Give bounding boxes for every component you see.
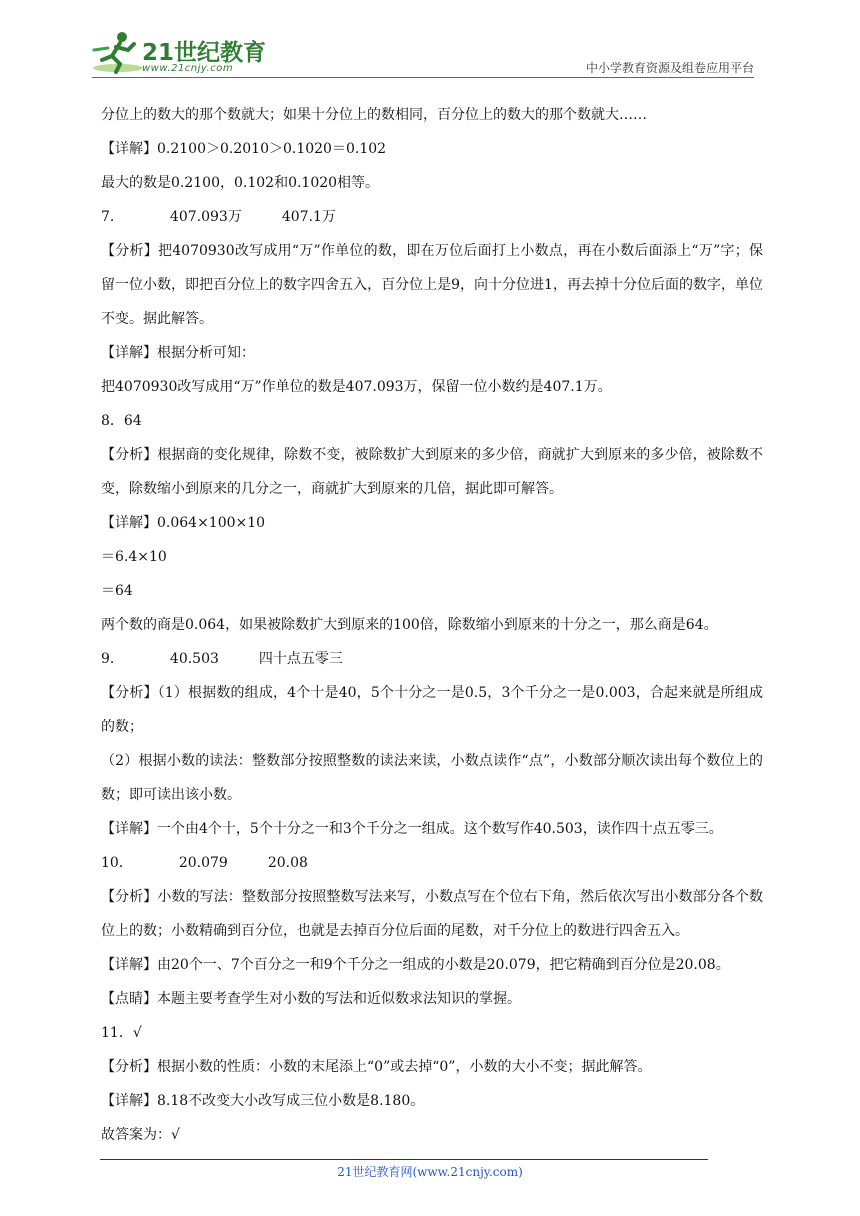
- analysis-line: 【分析】根据小数的性质：小数的末尾添上“0”或去掉“0”，小数的大小不变；据此解答。: [101, 1059, 652, 1075]
- question-10-answer: [101, 846, 763, 880]
- analysis-paragraph: （2）根据小数的读法：整数部分按照整数的读法来读，小数点读作“点”，小数部分顺次读出每个数位上的数；即可读出该小数。: [101, 753, 763, 803]
- runner-logo-icon: [92, 30, 144, 74]
- detail-line: 【详解】0.2100＞0.2010＞0.1020＝0.102: [101, 141, 387, 157]
- text-line: 分位上的数大的那个数就大；如果十分位上的数相同，百分位上的数大的那个数就大……: [101, 107, 647, 123]
- detail-line: 【详解】8.18不改变大小改写成三位小数是8.180。: [101, 1093, 425, 1109]
- answer-2: 20.08: [267, 855, 308, 871]
- tip-line: 【点睛】本题主要考查学生对小数的写法和近似数求法知识的掌握。: [101, 991, 521, 1007]
- detail-line: 【详解】由20个一、7个百分之一和9个千分之一组成的小数是20.079，把它精确到百分位是20.08。: [101, 957, 730, 973]
- answer-2: 407.1万: [281, 209, 336, 225]
- answer-1: 20.079: [178, 855, 228, 871]
- question-number: 10．: [101, 855, 133, 871]
- detail-line: 【详解】一个由4个十，5个十分之一和3个千分之一组成。这个数写作40.503，读作四十点五零三。: [101, 821, 723, 837]
- detail-line: 【详解】0.064×100×10: [101, 515, 266, 531]
- calc-step: ＝6.4×10: [101, 549, 167, 565]
- calc-step: ＝64: [101, 583, 133, 599]
- logo-url: www.21cnjy.com: [142, 63, 234, 74]
- header-divider: [92, 77, 754, 78]
- platform-title: 中小学教育资源及组卷应用平台: [585, 61, 754, 75]
- analysis-paragraph: 【分析】根据商的变化规律，除数不变，被除数扩大到原来的多少倍，商就扩大到原来的多少倍，被除数不变，除数缩小到原来的几分之一，商就扩大到原来的几倍，据此即可解答。: [101, 447, 763, 497]
- logo-text: 21世纪教育: [142, 40, 267, 66]
- question-8-answer: 8．64: [101, 413, 142, 429]
- text-line: 最大的数是0.2100，0.102和0.1020相等。: [101, 175, 380, 191]
- question-number: 7．: [101, 209, 124, 225]
- analysis-paragraph: 【分析】（1）根据数的组成，4个十是40，5个十分之一是0.5，3个千分之一是0.003，合起来就是所组成的数；: [101, 685, 763, 735]
- answer-line: 故答案为：√: [101, 1127, 180, 1143]
- question-7-answer: [101, 200, 763, 234]
- answer-2: 四十点五零三: [258, 651, 343, 667]
- footer-link[interactable]: 21世纪教育网(www.21cnjy.com): [337, 1165, 523, 1179]
- answer-content: [101, 98, 763, 1152]
- text-line: 把4070930改写成用“万”作单位的数是407.093万，保留一位小数约是407.1万。: [101, 379, 612, 395]
- answer-1: 407.093万: [169, 209, 242, 225]
- question-11-answer: 11．√: [101, 1025, 142, 1041]
- analysis-paragraph: 【分析】把4070930改写成用“万”作单位的数，即在万位后面打上小数点，再在小数后面添上“万”字；保留一位小数，即把百分位上的数字四舍五入，百分位上是9，向十分位进1，再去掉十分位后面的数字，单位不变。据此解答。: [101, 243, 763, 327]
- detail-line: 【详解】根据分析可知：: [101, 345, 255, 361]
- text-line: 两个数的商是0.064，如果被除数扩大到原来的100倍，除数缩小到原来的十分之一，那么商是64。: [101, 617, 718, 633]
- analysis-paragraph: 【分析】小数的写法：整数部分按照整数写法来写，小数点写在个位右下角，然后依次写出小数部分各个数位上的数；小数精确到百分位，也就是去掉百分位后面的尾数，对千分位上的数进行四舍五入。: [101, 889, 763, 939]
- logo: [92, 30, 267, 80]
- footer-divider: [100, 1159, 708, 1160]
- answer-1: 40.503: [169, 651, 219, 667]
- question-9-answer: [101, 642, 763, 676]
- question-number: 9．: [101, 651, 124, 667]
- page-header: [0, 0, 860, 80]
